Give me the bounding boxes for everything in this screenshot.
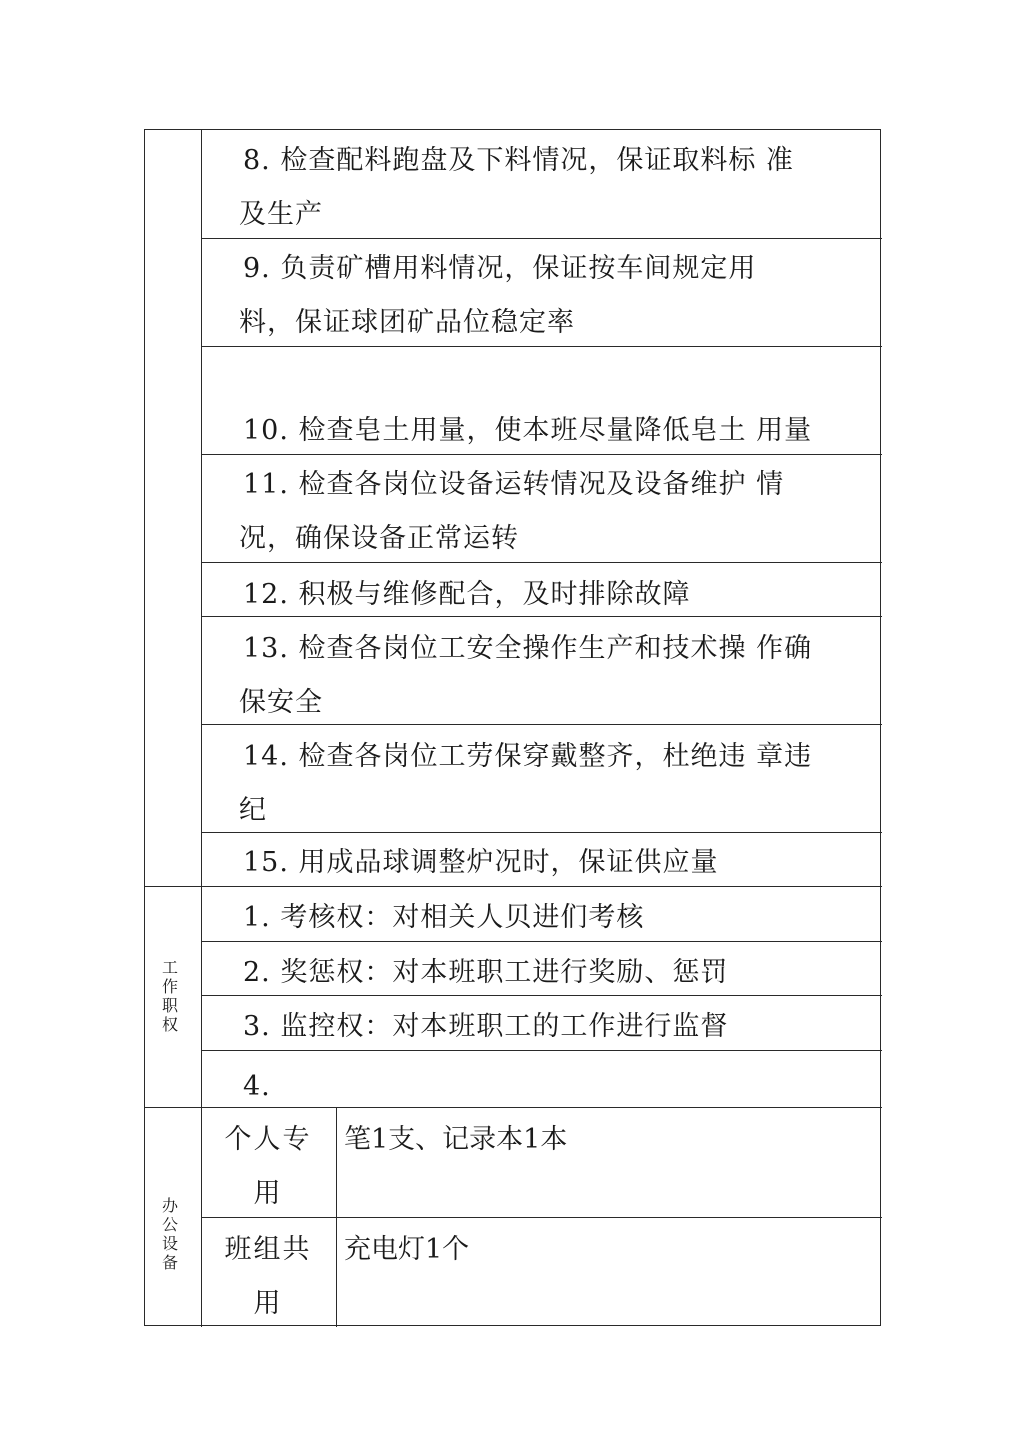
duty-line: 及生产 (239, 199, 323, 230)
power-item-4 (201, 1060, 871, 1114)
duty-line: 11. 检查各岗位设备运转情况及设备维护 情 (243, 469, 785, 500)
powers-section-label (152, 958, 188, 1034)
sub-label-line: 用 (253, 1178, 283, 1209)
office-section-label (146, 1196, 200, 1272)
office-row-personal-value: 笔1支、记录本1本 (344, 1124, 568, 1155)
office-row-personal-label (201, 1113, 335, 1221)
duty-line: 8. 检查配料跑盘及下料情况，保证取料标 准 (243, 145, 794, 176)
power-text: 1. 考核权：对相关人贝进们考核 (243, 902, 645, 933)
power-item-1 (201, 891, 871, 945)
sub-label-line: 班组共 (224, 1234, 312, 1265)
duty-line: 13. 检查各岗位工安全操作生产和技术操 作确 (243, 633, 813, 664)
duty-line: 9. 负责矿槽用料情况，保证按车间规定用 (243, 253, 757, 284)
power-text: 3. 监控权：对本班职工的工作进行监督 (243, 1011, 729, 1042)
duty-line: 况，确保设备正常运转 (239, 523, 519, 554)
office-row-team-label (201, 1223, 335, 1331)
sub-label-line: 用 (253, 1288, 283, 1319)
duty-line: 12. 积极与维修配合，及时排除故障 (243, 579, 691, 610)
label-char: 职 (161, 996, 178, 1015)
duty-line: 10. 检查皂土用量，使本班尽量降低皂土 用量 (243, 415, 813, 446)
label-char: 权 (161, 1015, 178, 1034)
duty-line: 纪 (239, 795, 267, 826)
power-text: 4. (243, 1071, 271, 1102)
power-item-3 (201, 1000, 871, 1054)
duty-item-9 (201, 242, 871, 350)
label-char: 作 (161, 977, 178, 996)
duty-item-15 (201, 836, 871, 890)
label-line: 设 备 (161, 1234, 184, 1272)
power-text: 2. 奖惩权：对本班职工进行奖励、惩罚 (243, 957, 729, 988)
power-item-2 (201, 946, 871, 1000)
duty-item-10 (201, 350, 871, 458)
office-row-team-value: 充电灯1个 (344, 1234, 470, 1265)
sub-label-line: 个人专 (224, 1124, 312, 1155)
duty-item-8 (201, 134, 871, 242)
duty-line: 保安全 (239, 687, 323, 718)
duty-line: 14. 检查各岗位工劳保穿戴整齐，杜绝违 章违 (243, 741, 813, 772)
duty-item-11 (201, 458, 871, 566)
duty-item-14 (201, 730, 871, 838)
label-line: 办 公 (161, 1196, 184, 1234)
duty-line: 15. 用成品球调整炉况时，保证供应量 (243, 847, 719, 878)
duty-line (243, 350, 871, 404)
label-char: 工 (161, 958, 178, 977)
duty-item-12 (201, 568, 871, 622)
duty-line: 料，保证球团矿品位稳定率 (239, 307, 575, 338)
duty-item-13 (201, 622, 871, 730)
